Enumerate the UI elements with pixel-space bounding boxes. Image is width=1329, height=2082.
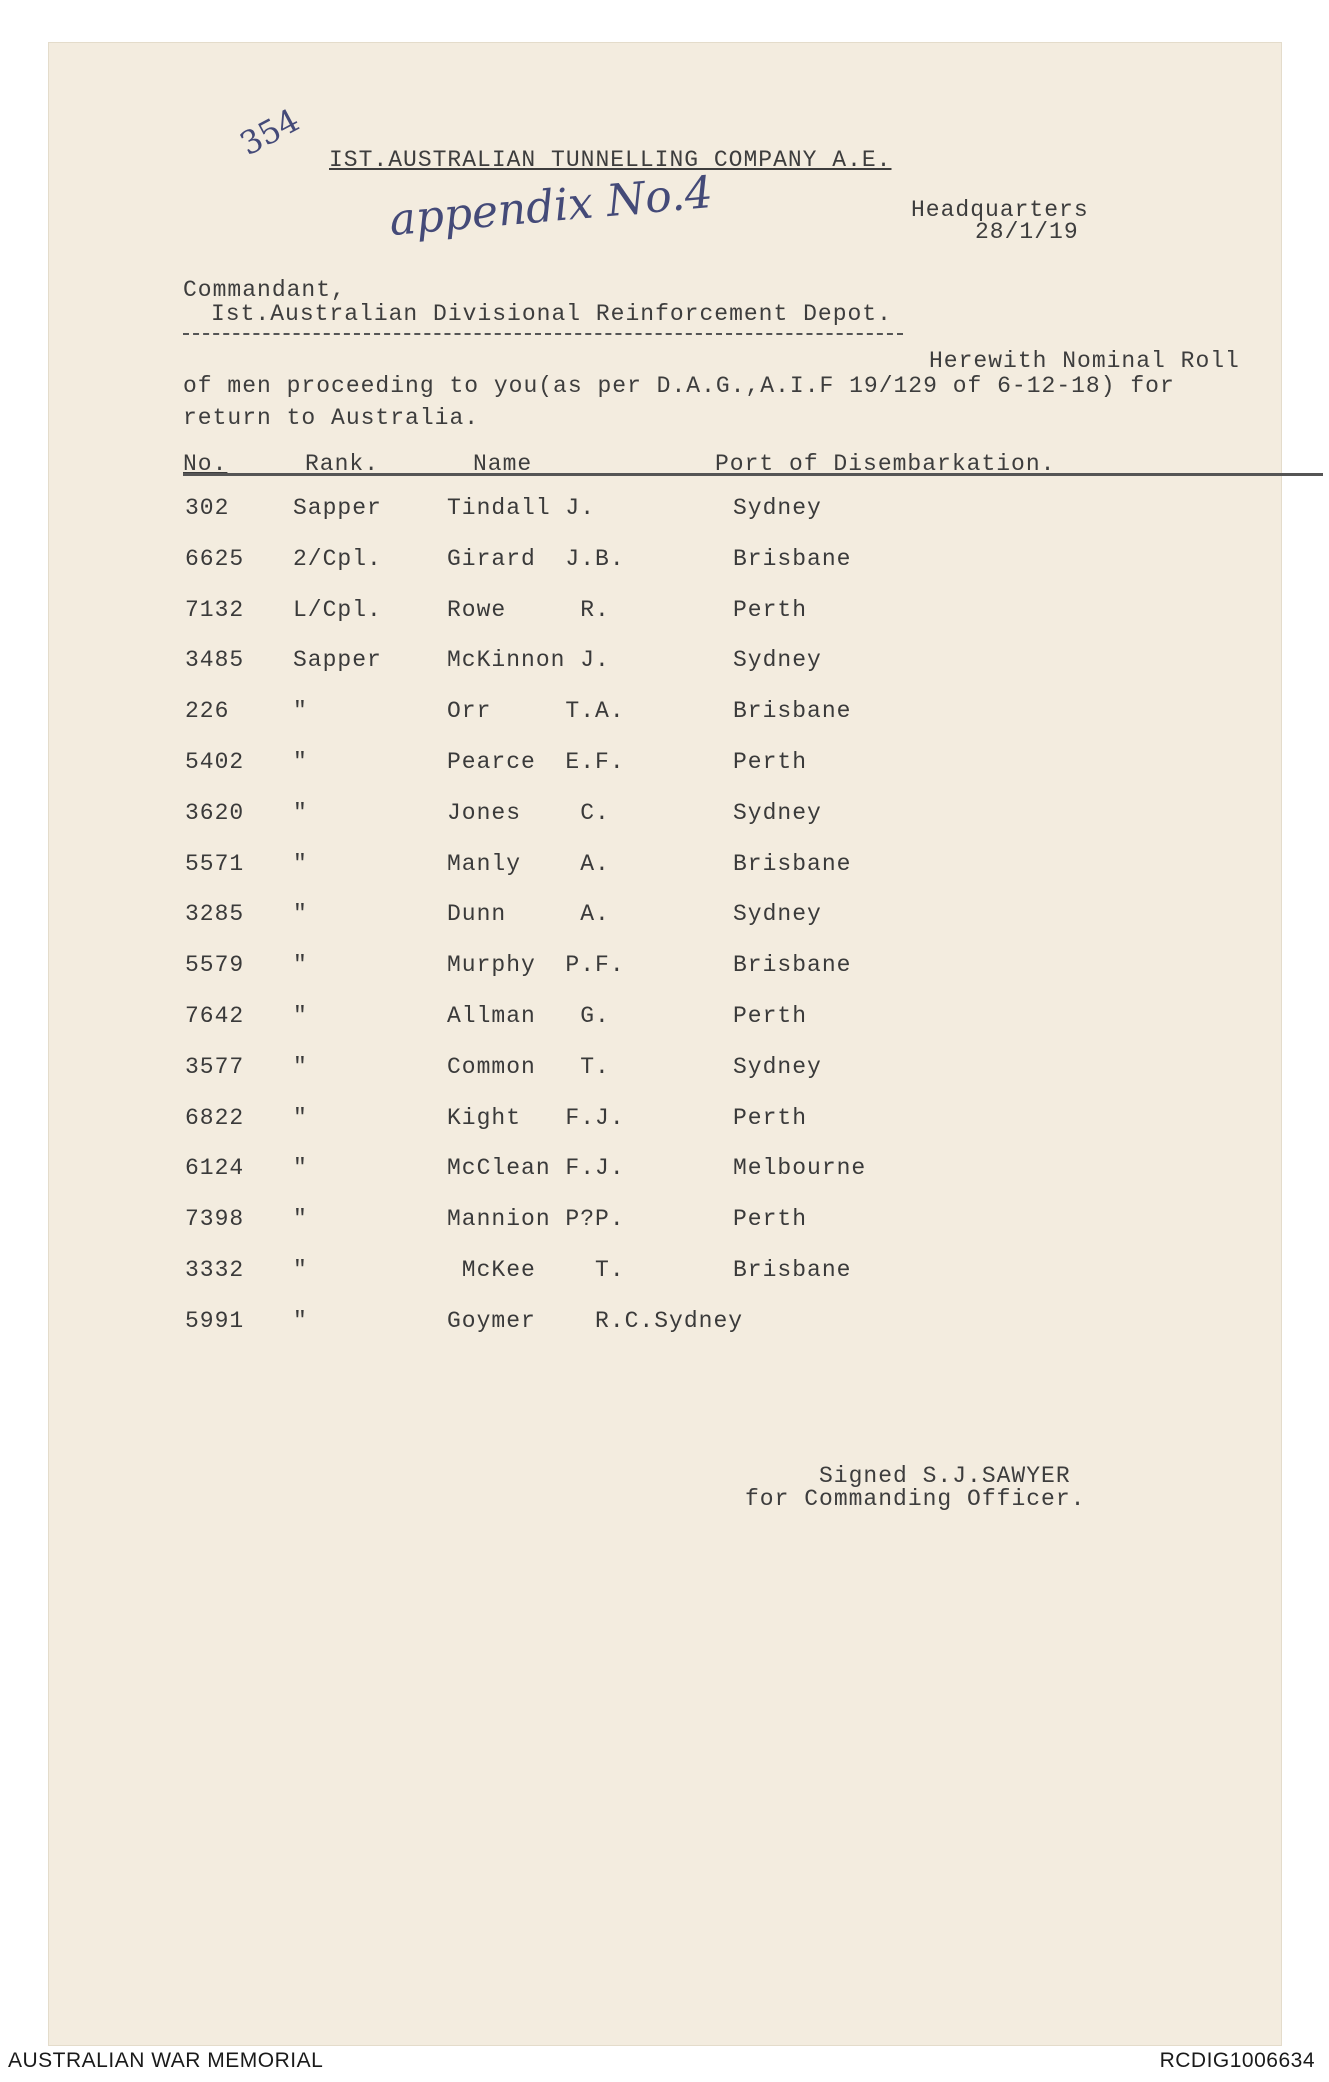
cell-rank: " — [293, 1307, 308, 1334]
letter-date: 28/1/19 — [975, 219, 1079, 245]
cell-rank: " — [293, 749, 308, 775]
table-row — [49, 1257, 1283, 1297]
table-row — [49, 1003, 1283, 1043]
cell-rank: " — [293, 799, 308, 826]
cell-name: Orr T.A. — [447, 698, 625, 725]
cell-rank: " — [293, 952, 308, 979]
table-row — [49, 749, 1283, 789]
header-rule — [183, 473, 1323, 476]
dashed-divider — [183, 333, 903, 335]
cell-no: 7398 — [185, 1206, 245, 1233]
cell-port: Perth — [733, 1104, 808, 1131]
cell-port: Sydney — [733, 647, 822, 674]
body-line3: return to Australia. — [183, 405, 480, 431]
cell-port: Melbourne — [733, 1155, 867, 1182]
cell-name: Common T. — [447, 1053, 610, 1080]
cell-no: 226 — [185, 698, 230, 725]
cell-name: Jones C. — [447, 799, 610, 826]
cell-name: Rowe R. — [447, 596, 610, 623]
table-row — [49, 1105, 1283, 1145]
footer-source: AUSTRALIAN WAR MEMORIAL — [8, 2049, 324, 2072]
cell-no: 5571 — [185, 850, 245, 877]
header-rank: Rank. — [305, 451, 380, 477]
cell-name: Pearce E.F. — [447, 749, 625, 775]
cell-no: 6124 — [185, 1155, 245, 1182]
cell-name: Goymer R.C.Sydney — [447, 1307, 744, 1334]
signature-line1: Signed S.J.SAWYER — [819, 1463, 1071, 1489]
cell-no: 3332 — [185, 1257, 245, 1283]
table-row — [49, 800, 1283, 840]
table-row — [49, 546, 1283, 586]
cell-port: Brisbane — [733, 952, 852, 979]
cell-no: 7642 — [185, 1003, 245, 1029]
cell-rank: " — [293, 1053, 308, 1080]
cell-rank: " — [293, 901, 308, 928]
header-no: No. — [183, 451, 228, 477]
cell-name: Mannion P?P. — [447, 1206, 625, 1233]
table-row — [49, 495, 1283, 535]
cell-no: 6822 — [185, 1104, 245, 1131]
table-row — [49, 1206, 1283, 1246]
body-line1: Herewith Nominal Roll — [929, 348, 1240, 374]
header-port: Port of Disembarkation. — [715, 451, 1056, 477]
cell-rank: " — [293, 1155, 308, 1182]
appendix-note: appendix No.4 — [387, 166, 715, 247]
cell-rank: 2/Cpl. — [293, 545, 382, 572]
table-row — [49, 851, 1283, 891]
cell-name: McKinnon J. — [447, 647, 610, 674]
addressee-line2: Ist.Australian Divisional Reinforcement Depot. — [211, 301, 892, 327]
header-name: Name — [473, 451, 533, 477]
cell-rank: " — [293, 1104, 308, 1131]
cell-name: Allman G. — [447, 1003, 610, 1029]
cell-no: 7132 — [185, 596, 245, 623]
footer-id: RCDIG1006634 — [1159, 2049, 1315, 2072]
cell-rank: " — [293, 1257, 308, 1283]
signature-line2: for Commanding Officer. — [745, 1486, 1086, 1512]
cell-port: Perth — [733, 596, 808, 623]
cell-name: Murphy P.F. — [447, 952, 625, 979]
cell-port: Perth — [733, 1003, 808, 1029]
cell-port: Brisbane — [733, 698, 852, 725]
table-row — [49, 647, 1283, 687]
cell-no: 302 — [185, 495, 230, 521]
cell-name: McKee T. — [447, 1257, 625, 1283]
body-line2: of men proceeding to you(as per D.A.G.,A.I.F 19/129 of 6-12-18) for — [183, 373, 1175, 399]
cell-rank: " — [293, 850, 308, 877]
cell-no: 5991 — [185, 1307, 245, 1334]
cell-port: Sydney — [733, 901, 822, 928]
table-row — [49, 597, 1283, 637]
cell-no: 3620 — [185, 799, 245, 826]
table-row — [49, 1308, 1283, 1348]
cell-port: Sydney — [733, 799, 822, 826]
cell-no: 5579 — [185, 952, 245, 979]
cell-port: Sydney — [733, 495, 822, 521]
cell-port: Brisbane — [733, 1257, 852, 1283]
cell-no: 3577 — [185, 1053, 245, 1080]
cell-port: Brisbane — [733, 545, 852, 572]
cell-port: Perth — [733, 749, 808, 775]
cell-no: 5402 — [185, 749, 245, 775]
table-row — [49, 698, 1283, 738]
cell-name: Dunn A. — [447, 901, 610, 928]
cell-no: 3285 — [185, 901, 245, 928]
cell-no: 3485 — [185, 647, 245, 674]
cell-name: Tindall J. — [447, 495, 596, 521]
addressee-line1: Commandant, — [183, 277, 346, 303]
cell-rank: Sapper — [293, 495, 382, 521]
cell-rank: Sapper — [293, 647, 382, 674]
table-row — [49, 1155, 1283, 1195]
table-row — [49, 901, 1283, 941]
cell-name: Manly A. — [447, 850, 610, 877]
cell-name: Kight F.J. — [447, 1104, 625, 1131]
cell-port: Perth — [733, 1206, 808, 1233]
letterhead-title: IST.AUSTRALIAN TUNNELLING COMPANY A.E. — [329, 147, 892, 173]
cell-rank: " — [293, 1206, 308, 1233]
cell-port: Sydney — [733, 1053, 822, 1080]
document-page — [48, 42, 1282, 2046]
folio-number: 354 — [233, 100, 306, 164]
cell-port: Brisbane — [733, 850, 852, 877]
cell-rank: " — [293, 1003, 308, 1029]
headquarters-label: Headquarters — [911, 197, 1089, 223]
cell-name: Girard J.B. — [447, 545, 625, 572]
table-row — [49, 1054, 1283, 1094]
cell-name: McClean F.J. — [447, 1155, 625, 1182]
table-row — [49, 952, 1283, 992]
cell-no: 6625 — [185, 545, 245, 572]
cell-rank: L/Cpl. — [293, 596, 382, 623]
cell-rank: " — [293, 698, 308, 725]
